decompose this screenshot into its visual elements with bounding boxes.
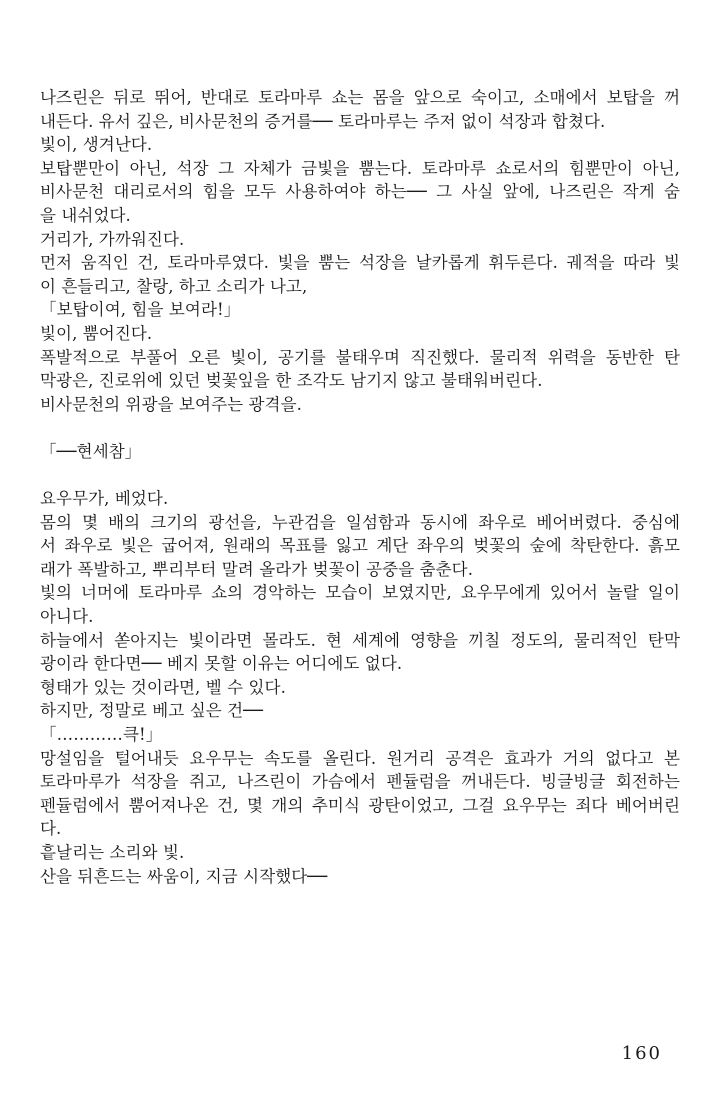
text-line: 하늘에서 쏟아지는 빛이라면 몰라도. 현 세계에 영향을 끼칠 정도의, 물리적인 탄막 bbox=[40, 630, 680, 650]
body-text bbox=[40, 86, 680, 888]
text-line: 빛의 너머에 토라마루 쇼의 경악하는 모습이 보였지만, 요우무에게 있어서 놀랄 일이 bbox=[40, 583, 680, 603]
text-line: 비사문천 대리로서의 힘을 모두 사용하여야 하는── 그 사실 앞에, 나즈린은 작게 숨 bbox=[40, 182, 680, 202]
text-line: 토라마루가 석장을 쥐고, 나즈린이 가슴에서 펜듈럼을 꺼내든다. 빙글빙글 회전하는 bbox=[40, 772, 680, 792]
text-line: 「…………큭!」 bbox=[40, 725, 163, 745]
text-line: 몸의 몇 배의 크기의 광선을, 누관검을 일섬함과 동시에 좌우로 베어버렸다. 중심에 bbox=[40, 512, 680, 532]
text-line: 먼저 움직인 건, 토라마루였다. 빛을 뿜는 석장을 날카롭게 휘두른다. 궤적을 따라 빛 bbox=[40, 253, 680, 273]
text-line: 「보탑이여, 힘을 보여라!」 bbox=[40, 300, 241, 320]
text-line: 다. bbox=[40, 819, 62, 839]
text-line: 서 좌우로 빛은 굽어져, 원래의 목표를 잃고 계단 좌우의 벚꽃의 숲에 착탄한다. 흙모 bbox=[40, 536, 680, 556]
text-line: 산을 뒤흔드는 싸움이, 지금 시작했다── bbox=[40, 866, 328, 886]
text-line: 내든다. 유서 깊은, 비사문천의 증거를── 토라마루는 주저 없이 석장과 합쳤다. bbox=[40, 111, 606, 131]
text-line: 망설임을 털어내듯 요우무는 속도를 올린다. 원거리 공격은 효과가 거의 없다고 본 bbox=[40, 748, 680, 768]
text-line: 아니다. bbox=[40, 607, 94, 627]
text-line: 래가 폭발하고, 뿌리부터 말려 올라가 벚꽃이 공중을 춤춘다. bbox=[40, 559, 474, 579]
text-line: 비사문천의 위광을 보여주는 광격을. bbox=[40, 394, 302, 414]
text-line: 나즈린은 뒤로 뛰어, 반대로 토라마루 쇼는 몸을 앞으로 숙이고, 소매에서 보탑을 꺼 bbox=[40, 88, 680, 107]
text-line: 거리가, 가까워진다. bbox=[40, 229, 185, 249]
text-line: 「──현세참」 bbox=[40, 441, 142, 461]
text-line: 보탑뿐만이 아닌, 석장 그 자체가 금빛을 뿜는다. 토라마루 쇼로서의 힘뿐만이 아닌, bbox=[40, 158, 680, 178]
text-line: 이 흔들리고, 찰랑, 하고 소리가 나고, bbox=[40, 276, 308, 296]
text-line: 요우무가, 베었다. bbox=[40, 489, 169, 509]
text-line: 흩날리는 소리와 빛. bbox=[40, 843, 185, 862]
blank-line bbox=[40, 464, 680, 488]
page-number: 160 bbox=[621, 1043, 662, 1064]
text-line: 형태가 있는 것이라면, 벨 수 있다. bbox=[40, 677, 286, 697]
text-line: 광이라 한다면── 베지 못할 이유는 어디에도 없다. bbox=[40, 654, 403, 674]
text-line: 막광은, 진로위에 있던 벚꽃잎을 한 조각도 남기지 않고 불태워버린다. bbox=[40, 371, 543, 391]
text-line: 하지만, 정말로 베고 싶은 건── bbox=[40, 701, 264, 721]
text-line: 펜듈럼에서 뿜어져나온 건, 몇 개의 추미식 광탄이었고, 그걸 요우무는 죄다 베어버린 bbox=[40, 795, 680, 815]
blank-line bbox=[40, 416, 680, 440]
text-line: 을 내쉬었다. bbox=[40, 205, 131, 225]
text-line: 빛이, 뿜어진다. bbox=[40, 323, 153, 343]
text-line: 폭발적으로 부풀어 오른 빛이, 공기를 불태우며 직진했다. 물리적 위력을 동반한 탄 bbox=[40, 347, 680, 367]
text-line: 빛이, 생겨난다. bbox=[40, 135, 153, 155]
